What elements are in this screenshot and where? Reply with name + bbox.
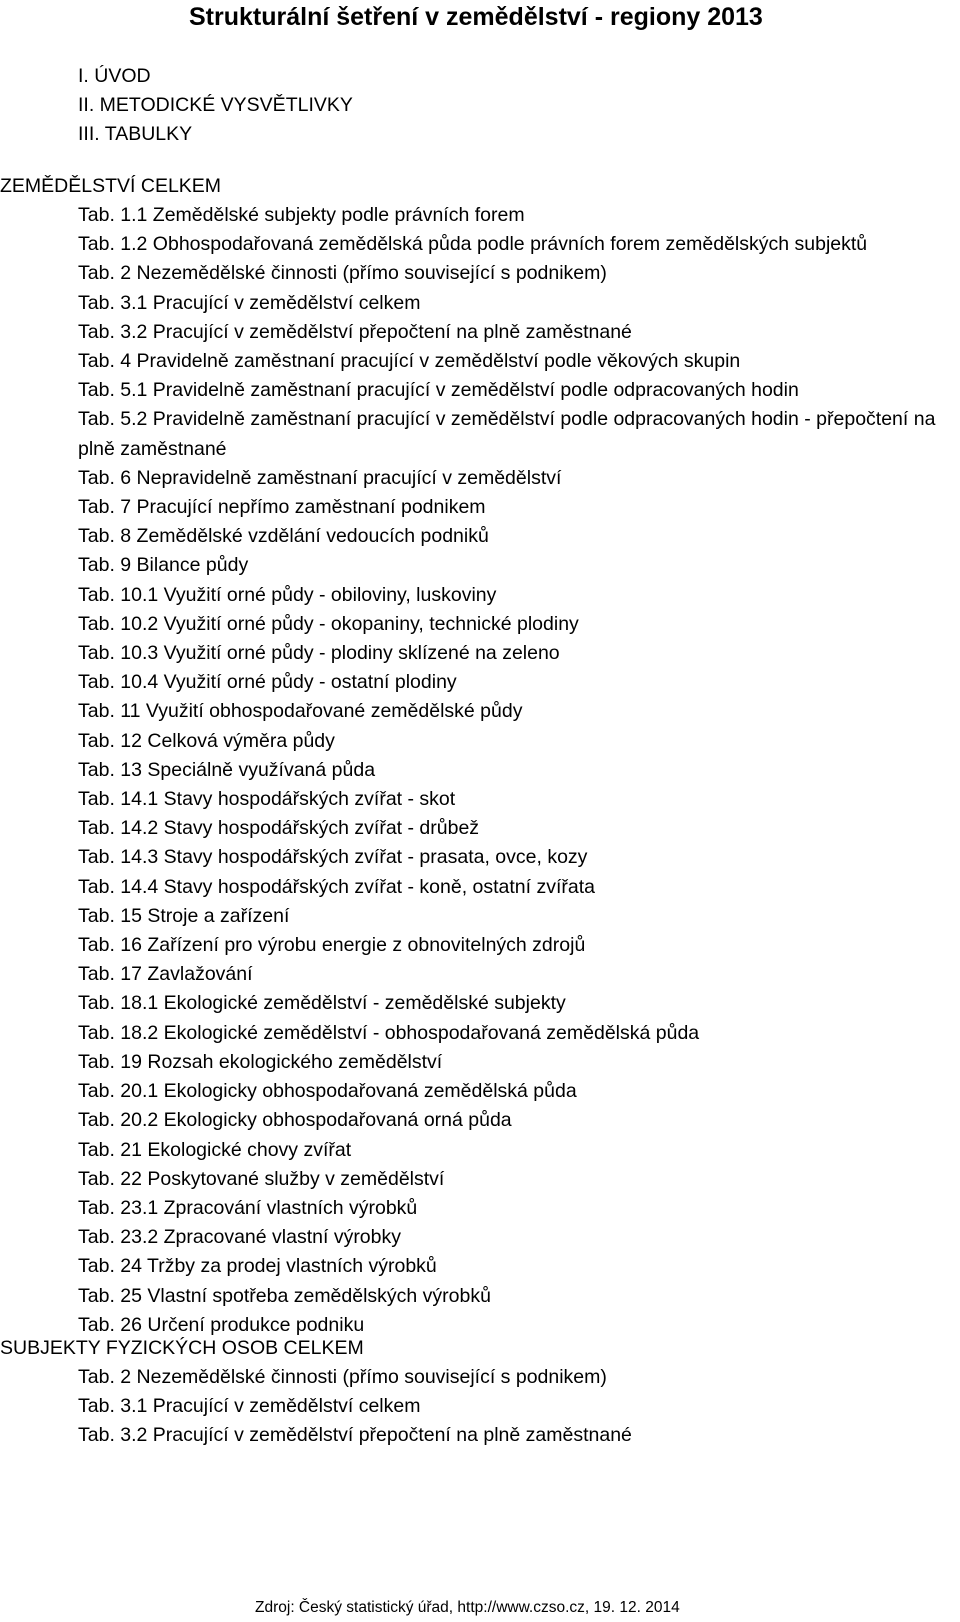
page-title: Strukturální šetření v zemědělství - regiony 2013: [189, 3, 763, 31]
table-link-item[interactable]: Tab. 18.2 Ekologické zemědělství - obhospodařovaná zemědělská půda: [78, 1021, 700, 1044]
table-link-item[interactable]: Tab. 24 Tržby za prodej vlastních výrobků: [78, 1255, 437, 1278]
table-link-item[interactable]: Tab. 13 Speciálně využívaná půda: [78, 758, 376, 781]
table-link-item[interactable]: Tab. 25 Vlastní spotřeba zemědělských výrobků: [78, 1284, 491, 1307]
table-link-item[interactable]: Tab. 19 Rozsah ekologického zemědělství: [78, 1050, 443, 1073]
table-link-item[interactable]: Tab. 4 Pravidelně zaměstnaní pracující v zemědělství podle věkových skupin: [78, 350, 741, 373]
table-link-item[interactable]: Tab. 14.2 Stavy hospodářských zvířat - drůbež: [78, 817, 480, 840]
table-link-item[interactable]: Tab. 6 Nepravidelně zaměstnaní pracující v zemědělství: [78, 466, 562, 489]
table-link-item[interactable]: Tab. 1.2 Obhospodařovaná zemědělská půda podle právních forem zemědělských subjektů: [78, 233, 868, 256]
table-link-item[interactable]: Tab. 14.3 Stavy hospodářských zvířat - prasata, ovce, kozy: [78, 846, 588, 869]
table-link-item[interactable]: Tab. 17 Zavlažování: [78, 963, 253, 986]
table-link-item[interactable]: Tab. 26 Určení produkce podniku: [78, 1313, 365, 1336]
table-link-item[interactable]: Tab. 10.4 Využití orné půdy - ostatní plodiny: [78, 671, 457, 694]
table-link-item[interactable]: Tab. 16 Zařízení pro výrobu energie z obnovitelných zdrojů: [78, 934, 586, 957]
table-link-item[interactable]: Tab. 12 Celková výměra půdy: [78, 729, 335, 752]
source-footer: Zdroj: Český statistický úřad, http://www.czso.cz, 19. 12. 2014: [255, 1599, 680, 1616]
table-link-item[interactable]: Tab. 3.1 Pracující v zemědělství celkem: [78, 1395, 421, 1418]
table-link-item[interactable]: Tab. 1.1 Zemědělské subjekty podle právních forem: [78, 204, 525, 226]
table-link-item[interactable]: Tab. 3.2 Pracující v zemědělství přepočtení na plně zaměstnané: [78, 1424, 632, 1447]
table-link-item[interactable]: Tab. 10.1 Využití orné půdy - obiloviny, luskoviny: [78, 583, 497, 606]
table-link-item[interactable]: Tab. 11 Využití obhospodařované zemědělské půdy: [78, 700, 523, 723]
table-link-item[interactable]: Tab. 20.1 Ekologicky obhospodařovaná zemědělská půda: [78, 1080, 577, 1103]
table-link-item[interactable]: Tab. 14.4 Stavy hospodářských zvířat - koně, ostatní zvířata: [78, 875, 596, 898]
table-link-item[interactable]: Tab. 23.2 Zpracované vlastní výrobky: [78, 1226, 401, 1249]
table-link-item[interactable]: Tab. 3.2 Pracující v zemědělství přepočtení na plně zaměstnané: [78, 320, 632, 343]
table-link-item[interactable]: Tab. 5.1 Pravidelně zaměstnaní pracující v zemědělství podle odpracovaných hodin: [78, 379, 799, 402]
agriculture-total-table-list: [78, 201, 948, 1340]
table-link-item[interactable]: Tab. 9 Bilance půdy: [78, 554, 249, 577]
table-link-item[interactable]: Tab. 14.1 Stavy hospodářských zvířat - skot: [78, 788, 456, 811]
table-link-item[interactable]: Tab. 3.1 Pracující v zemědělství celkem: [78, 291, 421, 314]
table-link-item[interactable]: Tab. 20.2 Ekologicky obhospodařovaná orná půda: [78, 1109, 512, 1132]
table-link-item[interactable]: Tab. 8 Zemědělské vzdělání vedoucích podniků: [78, 525, 489, 548]
table-link-item[interactable]: Tab. 2 Nezemědělské činnosti (přímo související s podnikem): [78, 1366, 607, 1388]
toc-item-tables[interactable]: III. TABULKY: [78, 123, 193, 146]
toc-item-methodology[interactable]: II. METODICKÉ VYSVĚTLIVKY: [78, 94, 353, 117]
table-link-item[interactable]: Tab. 23.1 Zpracování vlastních výrobků: [78, 1196, 418, 1219]
table-link-item[interactable]: Tab. 21 Ekologické chovy zvířat: [78, 1138, 352, 1161]
section-heading-agriculture-total: ZEMĚDĚLSTVÍ CELKEM: [0, 175, 222, 197]
table-link-item[interactable]: Tab. 18.1 Ekologické zemědělství - zemědělské subjekty: [78, 992, 566, 1015]
table-link-item[interactable]: Tab. 15 Stroje a zařízení: [78, 904, 290, 927]
section-heading-natural-persons: SUBJEKTY FYZICKÝCH OSOB CELKEM: [0, 1337, 364, 1359]
table-link-item[interactable]: Tab. 7 Pracující nepřímo zaměstnaní podnikem: [78, 496, 486, 519]
table-link-item[interactable]: Tab. 22 Poskytované služby v zemědělství: [78, 1167, 445, 1190]
table-link-item[interactable]: Tab. 10.3 Využití orné půdy - plodiny sklízené na zeleno: [78, 642, 560, 665]
table-of-contents: [78, 62, 353, 150]
table-link-item[interactable]: Tab. 10.2 Využití orné půdy - okopaniny, technické plodiny: [78, 612, 579, 635]
table-link-item[interactable]: Tab. 2 Nezemědělské činnosti (přímo související s podnikem): [78, 262, 607, 285]
table-link-item[interactable]: Tab. 5.2 Pravidelně zaměstnaní pracující v zemědělství podle odpracovaných hodin - přepočtení na plně zaměstnané: [78, 408, 936, 460]
natural-persons-table-list: [78, 1363, 948, 1451]
toc-item-intro[interactable]: I. ÚVOD: [78, 65, 151, 87]
